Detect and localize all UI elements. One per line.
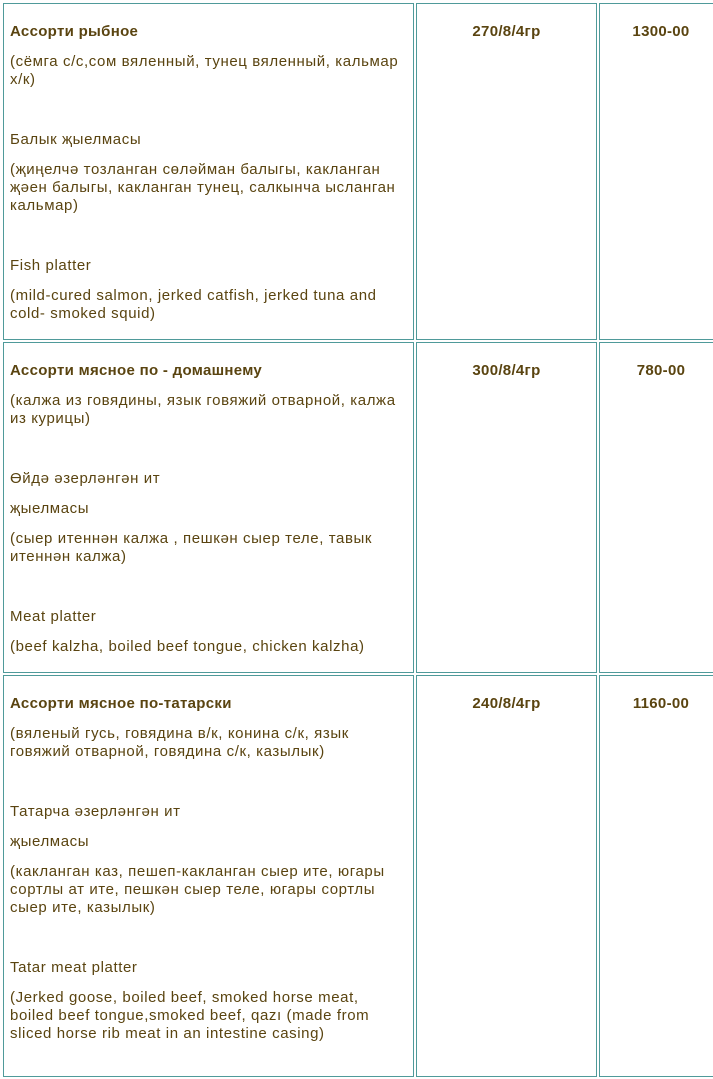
item-name-tt: Татарча әзерләнгән ит (10, 803, 181, 820)
item-weight: 270/8/4гр (472, 23, 541, 40)
item-desc-ru: (сёмга с/с,сом вяленный, тунец вяленный, кальмар х/к) (10, 53, 399, 88)
item-weight-cell (416, 342, 597, 673)
item-price: 1160-00 (632, 695, 690, 712)
item-price-cell (599, 342, 713, 673)
item-name-en: Tatar meat platter (10, 959, 138, 976)
item-desc-ru: (калжа из говядины, язык говяжий отварной, калжа из курицы) (10, 392, 396, 427)
table-row (3, 342, 713, 673)
item-title: Ассорти мясное по-татарски (10, 695, 232, 712)
item-desc-en: (mild-cured salmon, jerked catfish, jerked tuna and cold- smoked squid) (10, 287, 377, 322)
item-description-cell (3, 342, 414, 673)
item-name-tt-cont: җыелмасы (10, 833, 90, 850)
item-weight-cell (416, 675, 597, 1077)
item-desc-tt: (җиңелчә тозланган сөләйман балыгы, какланган җәен балыгы, какланган тунец, салкынча ысланган кальмар) (10, 161, 396, 214)
item-desc-tt: (сыер итеннән калжа , пешкән сыер теле, тавык итеннән калжа) (10, 530, 373, 565)
item-price: 780-00 (636, 362, 686, 379)
item-name-tt: Балык җыелмасы (10, 131, 142, 148)
table-row (3, 3, 713, 340)
item-title: Ассорти мясное по - домашнему (10, 362, 263, 379)
item-description-cell (3, 3, 414, 340)
item-description-cell (3, 675, 414, 1077)
item-price-cell (599, 675, 713, 1077)
table-row (3, 675, 713, 1077)
item-name-en: Meat platter (10, 608, 97, 625)
item-name-tt-cont: җыелмасы (10, 500, 90, 517)
menu-table (1, 1, 713, 1079)
item-weight-cell (416, 3, 597, 340)
item-desc-en: (beef kalzha, boiled beef tongue, chicken kalzha) (10, 638, 365, 655)
item-weight: 300/8/4гр (472, 362, 541, 379)
item-price: 1300-00 (632, 23, 690, 40)
item-price-cell (599, 3, 713, 340)
item-desc-tt: (какланган каз, пешеп-какланган сыер ите, югары сортлы ат ите, пешкән сыер теле, югары сортлы сыер ите, казылык) (10, 863, 385, 916)
item-title: Ассорти рыбное (10, 23, 139, 40)
item-name-tt: Өйдә әзерләнгән ит (10, 470, 161, 487)
item-desc-ru: (вяленый гусь, говядина в/к, конина с/к, язык говяжий отварной, говядина с/к, казылык) (10, 725, 349, 760)
item-name-en: Fish platter (10, 257, 92, 274)
item-weight: 240/8/4гр (472, 695, 541, 712)
item-desc-en: (Jerked goose, boiled beef, smoked horse meat, boiled beef tongue,smoked beef, qazı (made from sliced horse rib meat in an intestine casing) (10, 989, 370, 1042)
